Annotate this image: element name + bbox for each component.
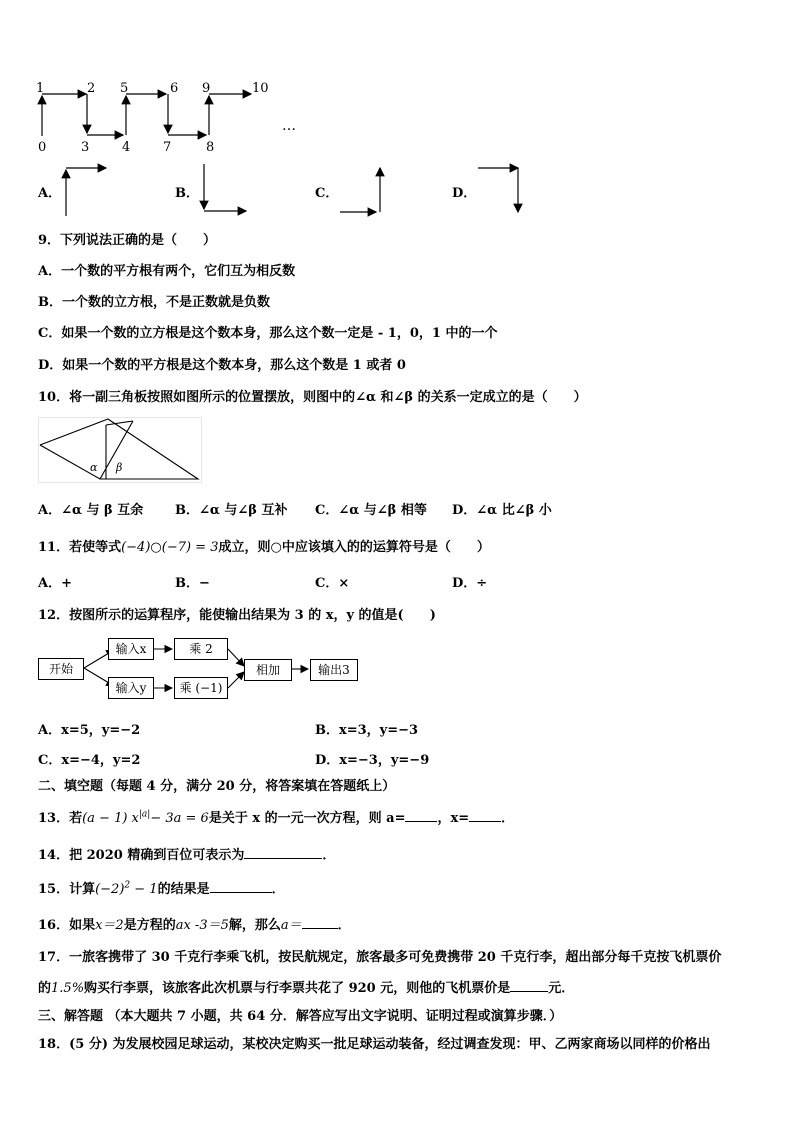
pattern-num: 4 [122, 140, 131, 155]
q11-prefix: 11．若使等式 [38, 540, 122, 555]
flow-add-box: 相加 [244, 659, 292, 681]
alpha-label: α [90, 461, 98, 474]
pattern-num: 5 [120, 81, 129, 96]
q16-cond: x＝2 [95, 918, 124, 933]
question-17-line-1: 17．一旅客携带了 30 千克行李乘飞机，按民航规定，旅客最多可免费携带 20 千克行李，超出部分每千克按飞机票价 [38, 950, 722, 965]
q13-exponent: |a| [138, 809, 151, 820]
question-9-option-d: D．如果一个数的平方根是这个数本身，那么这个数是 1 或者 0 [38, 358, 406, 373]
pattern-num: 8 [206, 140, 215, 155]
q15-rest: − 1 [130, 882, 158, 897]
pattern-num: 3 [81, 140, 90, 155]
question-10-option-a: A．∠α 与 β 互余 [38, 503, 144, 518]
question-9-option-c: C．如果一个数的立方根是这个数本身，那么这个数一定是 - 1，0，1 中的一个 [38, 326, 498, 341]
question-12-option-b: B．x=3，y=−3 [315, 723, 419, 738]
section-3-heading: 三、解答题 （本大题共 7 小题，共 64 分．解答应写出文字说明、证明过程或演算步骤．） [38, 1009, 563, 1024]
pattern-num: 7 [163, 140, 172, 155]
q16-avar: a＝ [280, 918, 302, 933]
number-pattern-figure [30, 78, 330, 168]
pattern-num: 1 [36, 81, 45, 96]
question-10-stem: 10．将一副三角板按照如图所示的位置摆放，则图中的∠α 和∠β 的关系一定成立的是（ ） [38, 390, 587, 405]
q17-pct: 1.5% [51, 981, 85, 996]
answer-blank[interactable] [210, 880, 272, 893]
q16-equation: ax -3＝5 [175, 918, 229, 933]
option-b-arrow-icon [198, 160, 250, 220]
triangle-figure [38, 417, 202, 483]
q11-equation: (−4)○(−7) = 3 [121, 540, 219, 555]
option-label: D． [452, 186, 477, 201]
q15-expr: (−2) [95, 882, 125, 897]
q16-mid2: 解，那么 [228, 918, 281, 933]
option-a-arrow-icon [60, 160, 110, 220]
q15-end: ． [271, 882, 285, 897]
question-9-stem: 9．下列说法正确的是（ ） [38, 233, 217, 248]
q13-mid: ，x= [437, 811, 470, 826]
q16-mid: 是方程的 [123, 918, 176, 933]
flow-times-2-box: 乘 2 [174, 638, 228, 660]
question-11-option-c: C．× [315, 576, 350, 591]
question-12-stem: 12．按图所示的运算程序，能使输出结果为 3 的 x，y 的值是( ) [38, 608, 436, 623]
question-17-line-2 [38, 977, 574, 996]
question-14 [38, 844, 335, 863]
question-10-option-c: C．∠α 与∠β 相等 [315, 503, 427, 518]
flow-start-box: 开始 [38, 658, 84, 680]
question-10-option-b: B．∠α 与∠β 互补 [175, 503, 288, 518]
flow-input-y-box: 输入y [108, 677, 154, 699]
answer-blank[interactable] [302, 916, 338, 929]
answer-blank[interactable] [469, 809, 501, 822]
pattern-num: 0 [38, 140, 47, 155]
beta-label: β [116, 461, 123, 474]
flow-input-x-box: 输入x [108, 638, 154, 660]
section-2-heading: 二、填空题（每题 4 分，满分 20 分，将答案填在答题纸上） [38, 779, 396, 794]
q17-pre: 的 [38, 981, 52, 996]
q13-equation: (a − 1) x [82, 811, 139, 826]
question-9-option-a: A．一个数的平方根有两个，它们互为相反数 [38, 264, 296, 279]
option-d-arrow-icon [474, 160, 526, 220]
question-11-option-b: B．− [175, 576, 210, 591]
pattern-num: 10 [252, 81, 269, 96]
q15-prefix: 15．计算 [38, 882, 96, 897]
q13-suffix: 是关于 x 的一元一次方程，则 a= [208, 811, 406, 826]
question-16 [38, 914, 351, 933]
answer-blank[interactable] [405, 809, 437, 822]
question-13 [38, 807, 514, 826]
q16-end: ． [337, 918, 351, 933]
question-18: 18．(5 分) 为发展校园足球运动，某校决定购买一批足球运动装备，经过调查发现：甲、乙两家商场以同样的价格出 [38, 1037, 711, 1052]
q17-mid: 购买行李票，该旅客此次机票与行李票共花了 920 元，则他的飞机票价是 [84, 981, 511, 996]
q13-prefix: 13．若 [38, 811, 83, 826]
question-12-option-d: D．x=−3，y=−9 [315, 753, 430, 768]
pattern-num: 6 [170, 81, 179, 96]
q17-end: 元． [548, 981, 575, 996]
option-label: A． [38, 186, 62, 201]
answer-blank[interactable] [244, 846, 322, 859]
option-c-arrow-icon [336, 160, 388, 220]
question-12-option-c: C．x=−4，y=2 [38, 753, 141, 768]
flow-times-neg1-box: 乘 (−1) [174, 677, 228, 699]
q11-suffix: 成立，则○中应该填入的的运算符号是（ ） [218, 540, 490, 555]
question-11-stem [38, 536, 490, 555]
pattern-ellipsis: … [282, 118, 296, 134]
q15-exponent: 2 [124, 880, 131, 891]
option-label: B． [175, 186, 199, 201]
pattern-num: 9 [202, 81, 211, 96]
pattern-num: 2 [87, 81, 96, 96]
answer-blank[interactable] [510, 979, 548, 992]
question-9-option-b: B．一个数的立方根，不是正数就是负数 [38, 295, 270, 310]
question-12-option-a: A．x=5，y=−2 [38, 723, 141, 738]
question-10-option-d: D．∠α 比∠β 小 [452, 503, 552, 518]
q13-equation-rest: − 3a = 6 [150, 811, 209, 826]
q14-text: 14．把 2020 精确到百位可表示为 [38, 848, 245, 863]
option-label: C． [315, 186, 339, 201]
question-11-option-d: D．÷ [452, 576, 488, 591]
question-11-option-a: A．+ [38, 576, 72, 591]
flow-output-box: 输出3 [310, 659, 358, 681]
question-15 [38, 878, 285, 897]
q16-prefix: 16．如果 [38, 918, 96, 933]
q13-end: ． [501, 811, 515, 826]
q15-suffix: 的结果是 [157, 882, 210, 897]
q14-end: ． [322, 848, 336, 863]
